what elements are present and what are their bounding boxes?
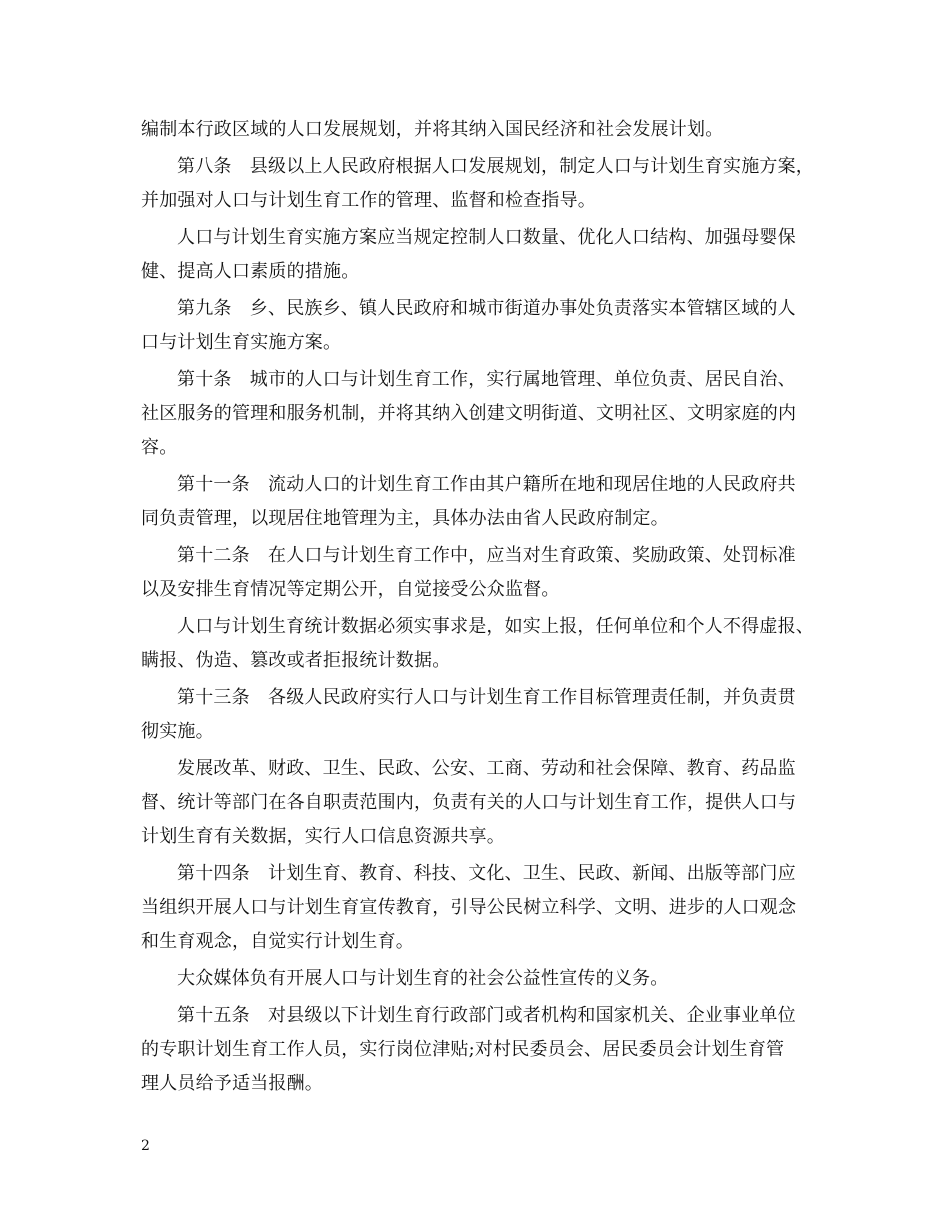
text-line: 督、统计等部门在各自职责范围内，负责有关的人口与计划生育工作，提供人口与 (141, 792, 797, 813)
text-line: 第十五条 对县级以下计划生育行政部门或者机构和国家机关、企业事业单位 (177, 1005, 796, 1026)
text-line: 人口与计划生育统计数据必须实事求是，如实上报，任何单位和个人不得虚报、 (177, 616, 814, 637)
text-line: 计划生育有关数据，实行人口信息资源共享。 (141, 826, 505, 847)
text-line: 第九条 乡、民族乡、镇人民政府和城市街道办事处负责落实本管辖区域的人 (177, 298, 796, 319)
text-line: 第八条 县级以上人民政府根据人口发展规划，制定人口与计划生育实施方案， (177, 156, 814, 177)
text-line: 第十二条 在人口与计划生育工作中，应当对生育政策、奖励政策、处罚标准 (177, 545, 796, 566)
text-line: 第十三条 各级人民政府实行人口与计划生育工作目标管理责任制，并负责贯 (177, 687, 796, 708)
text-line: 第十四条 计划生育、教育、科技、文化、卫生、民政、新闻、出版等部门应 (177, 863, 796, 884)
text-line: 理人员给予适当报酬。 (141, 1073, 323, 1094)
text-line: 当组织开展人口与计划生育宣传教育，引导公民树立科学、文明、进步的人口观念 (141, 897, 797, 918)
text-line: 同负责管理，以现居住地管理为主，具体办法由省人民政府制定。 (141, 508, 669, 529)
text-line: 的专职计划生育工作人员，实行岗位津贴;对村民委员会、居民委员会计划生育管 (141, 1039, 785, 1060)
text-line: 第十一条 流动人口的计划生育工作由其户籍所在地和现居住地的人民政府共 (177, 474, 796, 495)
text-line: 社区服务的管理和服务机制，并将其纳入创建文明街道、文明社区、文明家庭的内 (141, 403, 797, 424)
text-line: 瞒报、伪造、篡改或者拒报统计数据。 (141, 650, 451, 671)
text-line: 健、提高人口素质的措施。 (141, 261, 360, 282)
page-number: 2 (141, 1138, 150, 1154)
text-line: 编制本行政区域的人口发展规划，并将其纳入国民经济和社会发展计划。 (141, 119, 724, 140)
text-line: 大众媒体负有开展人口与计划生育的社会公益性宣传的义务。 (177, 968, 669, 989)
text-line: 和生育观念，自觉实行计划生育。 (141, 931, 414, 952)
text-line: 人口与计划生育实施方案应当规定控制人口数量、优化人口结构、加强母婴保 (177, 227, 796, 248)
text-line: 发展改革、财政、卫生、民政、公安、工商、劳动和社会保障、教育、药品监 (177, 758, 796, 779)
text-line: 口与计划生育实施方案。 (141, 332, 342, 353)
text-line: 以及安排生育情况等定期公开，自觉接受公众监督。 (141, 579, 560, 600)
text-line: 彻实施。 (141, 721, 214, 742)
text-line: 并加强对人口与计划生育工作的管理、监督和检查指导。 (141, 190, 596, 211)
text-line: 容。 (141, 437, 178, 458)
text-line: 第十条 城市的人口与计划生育工作，实行属地管理、单位负责、居民自治、 (177, 369, 796, 390)
